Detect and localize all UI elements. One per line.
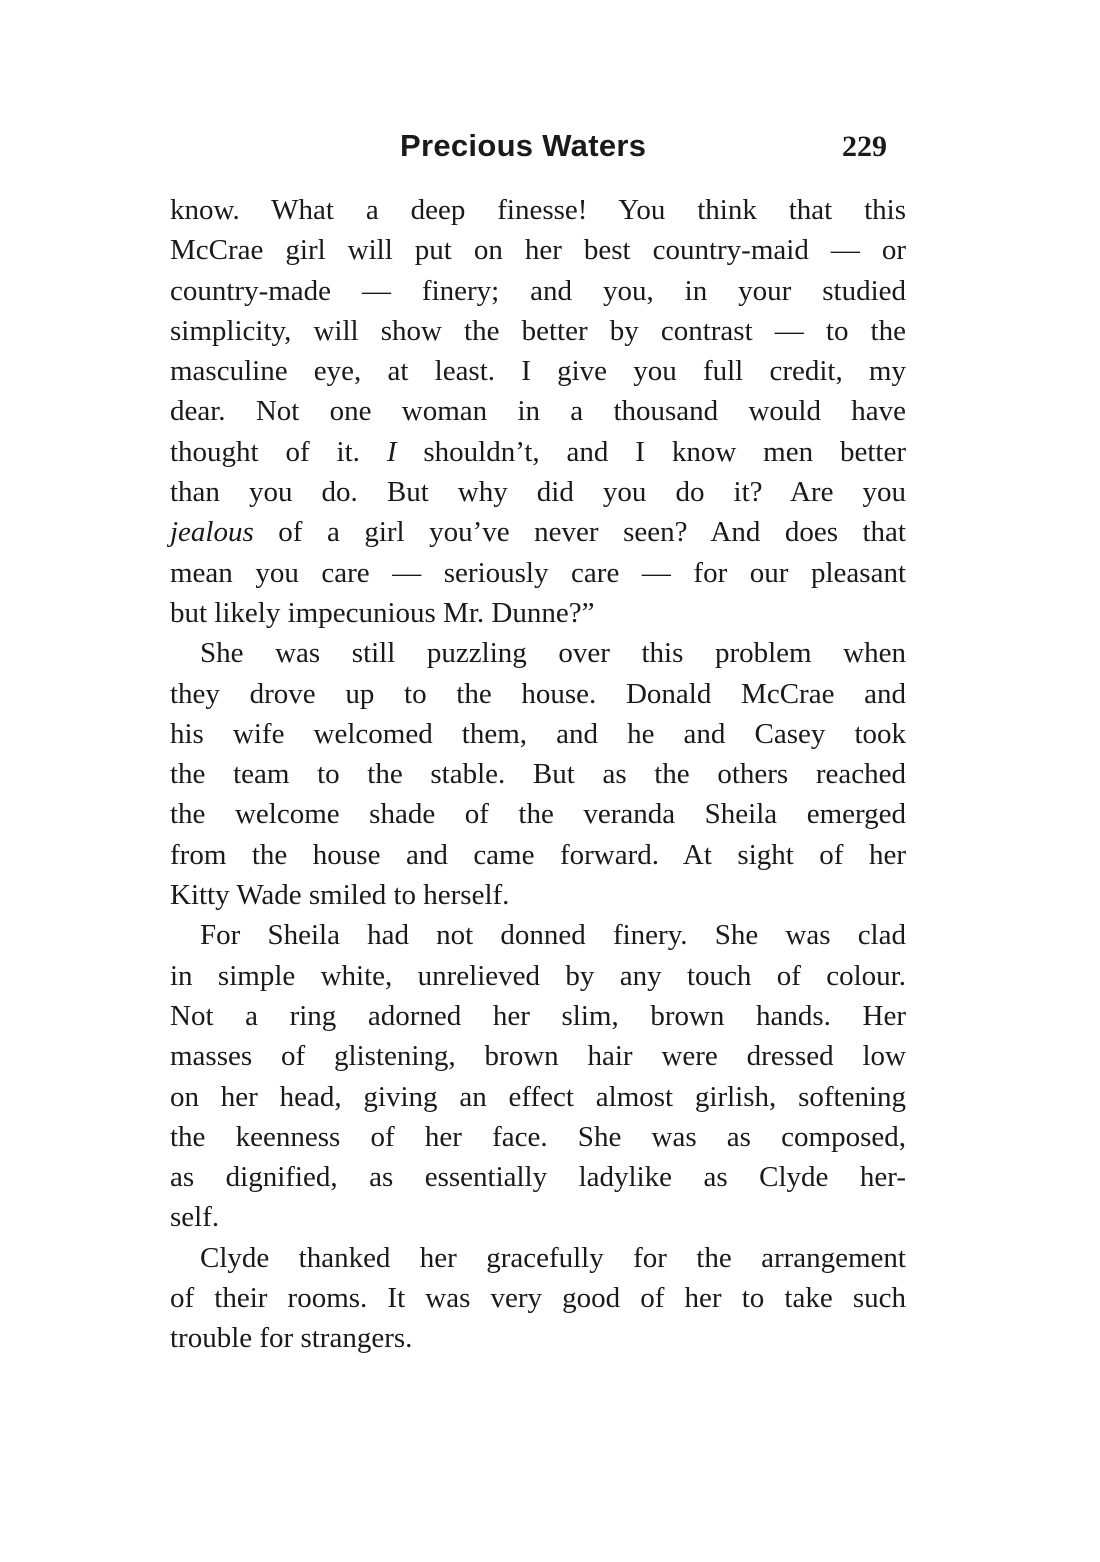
text-line: Not a ring adorned her slim, brown hands. Her — [170, 999, 906, 1032]
text-line: know. What a deep finesse! You think that this — [170, 194, 906, 226]
italic-emphasis: I — [386, 435, 397, 468]
text-line: than you do. But why did you do it? Are you — [170, 476, 906, 509]
text-line: Clyde thanked her gracefully for the arrangement — [200, 1241, 906, 1274]
text-line: McCrae girl will put on her best country-maid — or — [170, 234, 906, 267]
italic-emphasis: jealous — [170, 516, 254, 549]
text-line: dear. Not one woman in a thousand would have — [170, 395, 906, 428]
text-line: his wife welcomed them, and he and Casey took — [170, 717, 906, 750]
text-line: mean you care — seriously care — for our pleasant — [170, 556, 906, 589]
text-line: masses of glistening, brown hair were dressed low — [170, 1040, 906, 1073]
text-line: thought of it. I shouldn’t, and I know men better — [170, 435, 907, 468]
chapter-title: Precious Waters — [400, 128, 647, 163]
text-line: self. — [170, 1201, 220, 1234]
text-line: the keenness of her face. She was as composed, — [170, 1120, 906, 1153]
text-line: country-made — finery; and you, in your studied — [170, 274, 906, 307]
page-number: 229 — [842, 130, 887, 163]
text-line: as dignified, as essentially ladylike as Clyde her- — [170, 1161, 906, 1194]
text-line: trouble for strangers. — [170, 1322, 413, 1355]
text-line: of their rooms. It was very good of her to take such — [170, 1282, 906, 1315]
text-line: they drove up to the house. Donald McCrae and — [170, 677, 906, 710]
running-head — [0, 128, 1100, 172]
text-line: the welcome shade of the veranda Sheila emerged — [170, 798, 906, 831]
text-line: from the house and came forward. At sight of her — [170, 838, 906, 871]
text-line: For Sheila had not donned finery. She was clad — [200, 919, 906, 952]
text-line: jealous of a girl you’ve never seen? And does that — [170, 516, 906, 549]
text-line: on her head, giving an effect almost girlish, softening — [170, 1080, 906, 1113]
text-line: She was still puzzling over this problem when — [200, 637, 906, 670]
body-text — [170, 190, 906, 1359]
text-line: but likely impecunious Mr. Dunne?” — [170, 596, 595, 629]
text-line: in simple white, unrelieved by any touch of colour. — [170, 959, 906, 992]
text-line: the team to the stable. But as the others reached — [170, 758, 906, 791]
text-line: Kitty Wade smiled to herself. — [170, 879, 510, 912]
text-line: simplicity, will show the better by contrast — to the — [170, 314, 906, 347]
text-line: masculine eye, at least. I give you full credit, my — [170, 355, 906, 388]
